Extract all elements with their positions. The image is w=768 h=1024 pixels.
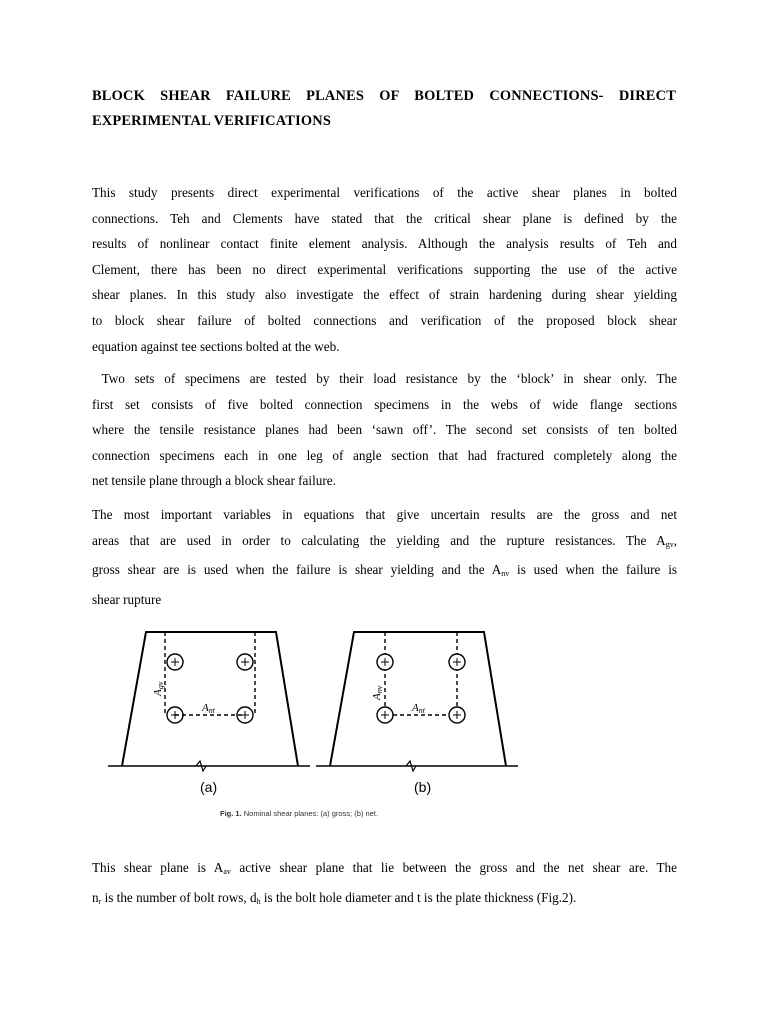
paragraph-line <box>92 557 677 587</box>
document-title <box>92 84 676 134</box>
paragraph-line: shear rupture <box>92 591 162 607</box>
plate-outline <box>330 632 506 766</box>
text-run: is the number of bolt rows, d <box>101 889 257 905</box>
paragraph-line: shear planes. In this study also investigate the effect of strain hardening during shear yielding <box>92 287 677 303</box>
anv-label: Anv <box>371 685 384 700</box>
subscript: h <box>256 896 261 906</box>
text-run: , <box>673 532 677 548</box>
ant-label-a: Ant <box>202 702 215 715</box>
paragraph-line: equation against tee sections bolted at the web. <box>92 338 340 354</box>
ant-label-b: Ant <box>412 702 425 715</box>
plate-outline <box>122 632 298 766</box>
paragraph-line: net tensile plane through a block shear failure. <box>92 473 336 489</box>
title-line-2: EXPERIMENTAL VERIFICATIONS <box>92 113 332 129</box>
text-run: is used when the failure is <box>509 562 677 578</box>
bolt-icon <box>449 707 465 723</box>
paragraph-line: connection specimens each in one leg of angle section that had fractured completely along the <box>92 447 677 463</box>
bolt-icon <box>237 654 253 670</box>
figure-drawing <box>104 620 524 810</box>
caption-label: Fig. 1. <box>220 809 242 818</box>
subscript: r <box>98 896 102 906</box>
caption-text: Nominal shear planes: (a) gross; (b) net. <box>241 809 378 818</box>
paragraph-line: first set consists of five bolted connection specimens in the webs of wide flange sections <box>92 396 677 412</box>
bolt-icon <box>167 707 183 723</box>
paragraph-line: connections. Teh and Clements have stated that the critical shear plane is defined by the <box>92 210 677 226</box>
paragraph-line: Two sets of specimens are tested by their load resistance by the ‘block’ in shear only. The <box>92 371 677 386</box>
paragraph-specimens <box>92 366 677 494</box>
paragraph-line: Clement, there has been no direct experimental verifications supporting the use of the active <box>92 261 677 277</box>
figure-label-a: (a) <box>200 779 218 795</box>
bolt-icon <box>377 707 393 723</box>
paragraph-active-shear <box>92 855 677 914</box>
text-run: n <box>92 889 99 905</box>
paragraph-line: The most important variables in equations that give uncertain results are the gross and net <box>92 507 677 522</box>
paragraph-line <box>92 885 677 915</box>
bolt-icon <box>449 654 465 670</box>
text-run: is the bolt hole diameter and t is the plate thickness (Fig.2). <box>260 889 577 905</box>
paragraph-introduction <box>92 180 677 359</box>
title-line-1: BLOCK SHEAR FAILURE PLANES OF BOLTED CONNECTIONS- DIRECT <box>92 88 676 104</box>
paragraph-line: results of nonlinear contact finite element analysis. Although the analysis results of Teh and <box>92 236 677 252</box>
subscript: av <box>223 867 231 876</box>
text-run: This shear plane is A <box>92 860 224 875</box>
subscript: nv <box>501 569 510 579</box>
paragraph-variables <box>92 502 677 612</box>
agv-label: Agv <box>152 681 165 696</box>
paragraph-line: where the tensile resistance planes had been ‘sawn off’. The second set consists of ten bolted <box>92 422 677 438</box>
text-run: active shear plane that lie between the gross and the net shear are. The <box>230 860 678 875</box>
figure-shear-planes <box>104 620 524 830</box>
figure-a <box>108 632 310 771</box>
paragraph-line: to block shear failure of bolted connections and verification of the proposed block shear <box>92 312 677 328</box>
bolt-icon <box>167 654 183 670</box>
bolt-icon <box>377 654 393 670</box>
text-run: gross shear are is used when the failure is shear yielding and the A <box>92 562 502 578</box>
paragraph-line: This study presents direct experimental verifications of the active shear planes in bolted <box>92 185 677 200</box>
figure-caption <box>220 809 378 818</box>
subscript: gv <box>665 539 674 549</box>
text-run: areas that are used in order to calculating the yielding and the rupture resistances. The A <box>92 532 666 548</box>
paragraph-line <box>92 855 677 885</box>
paragraph-line <box>92 528 677 558</box>
figure-label-b: (b) <box>414 779 432 795</box>
